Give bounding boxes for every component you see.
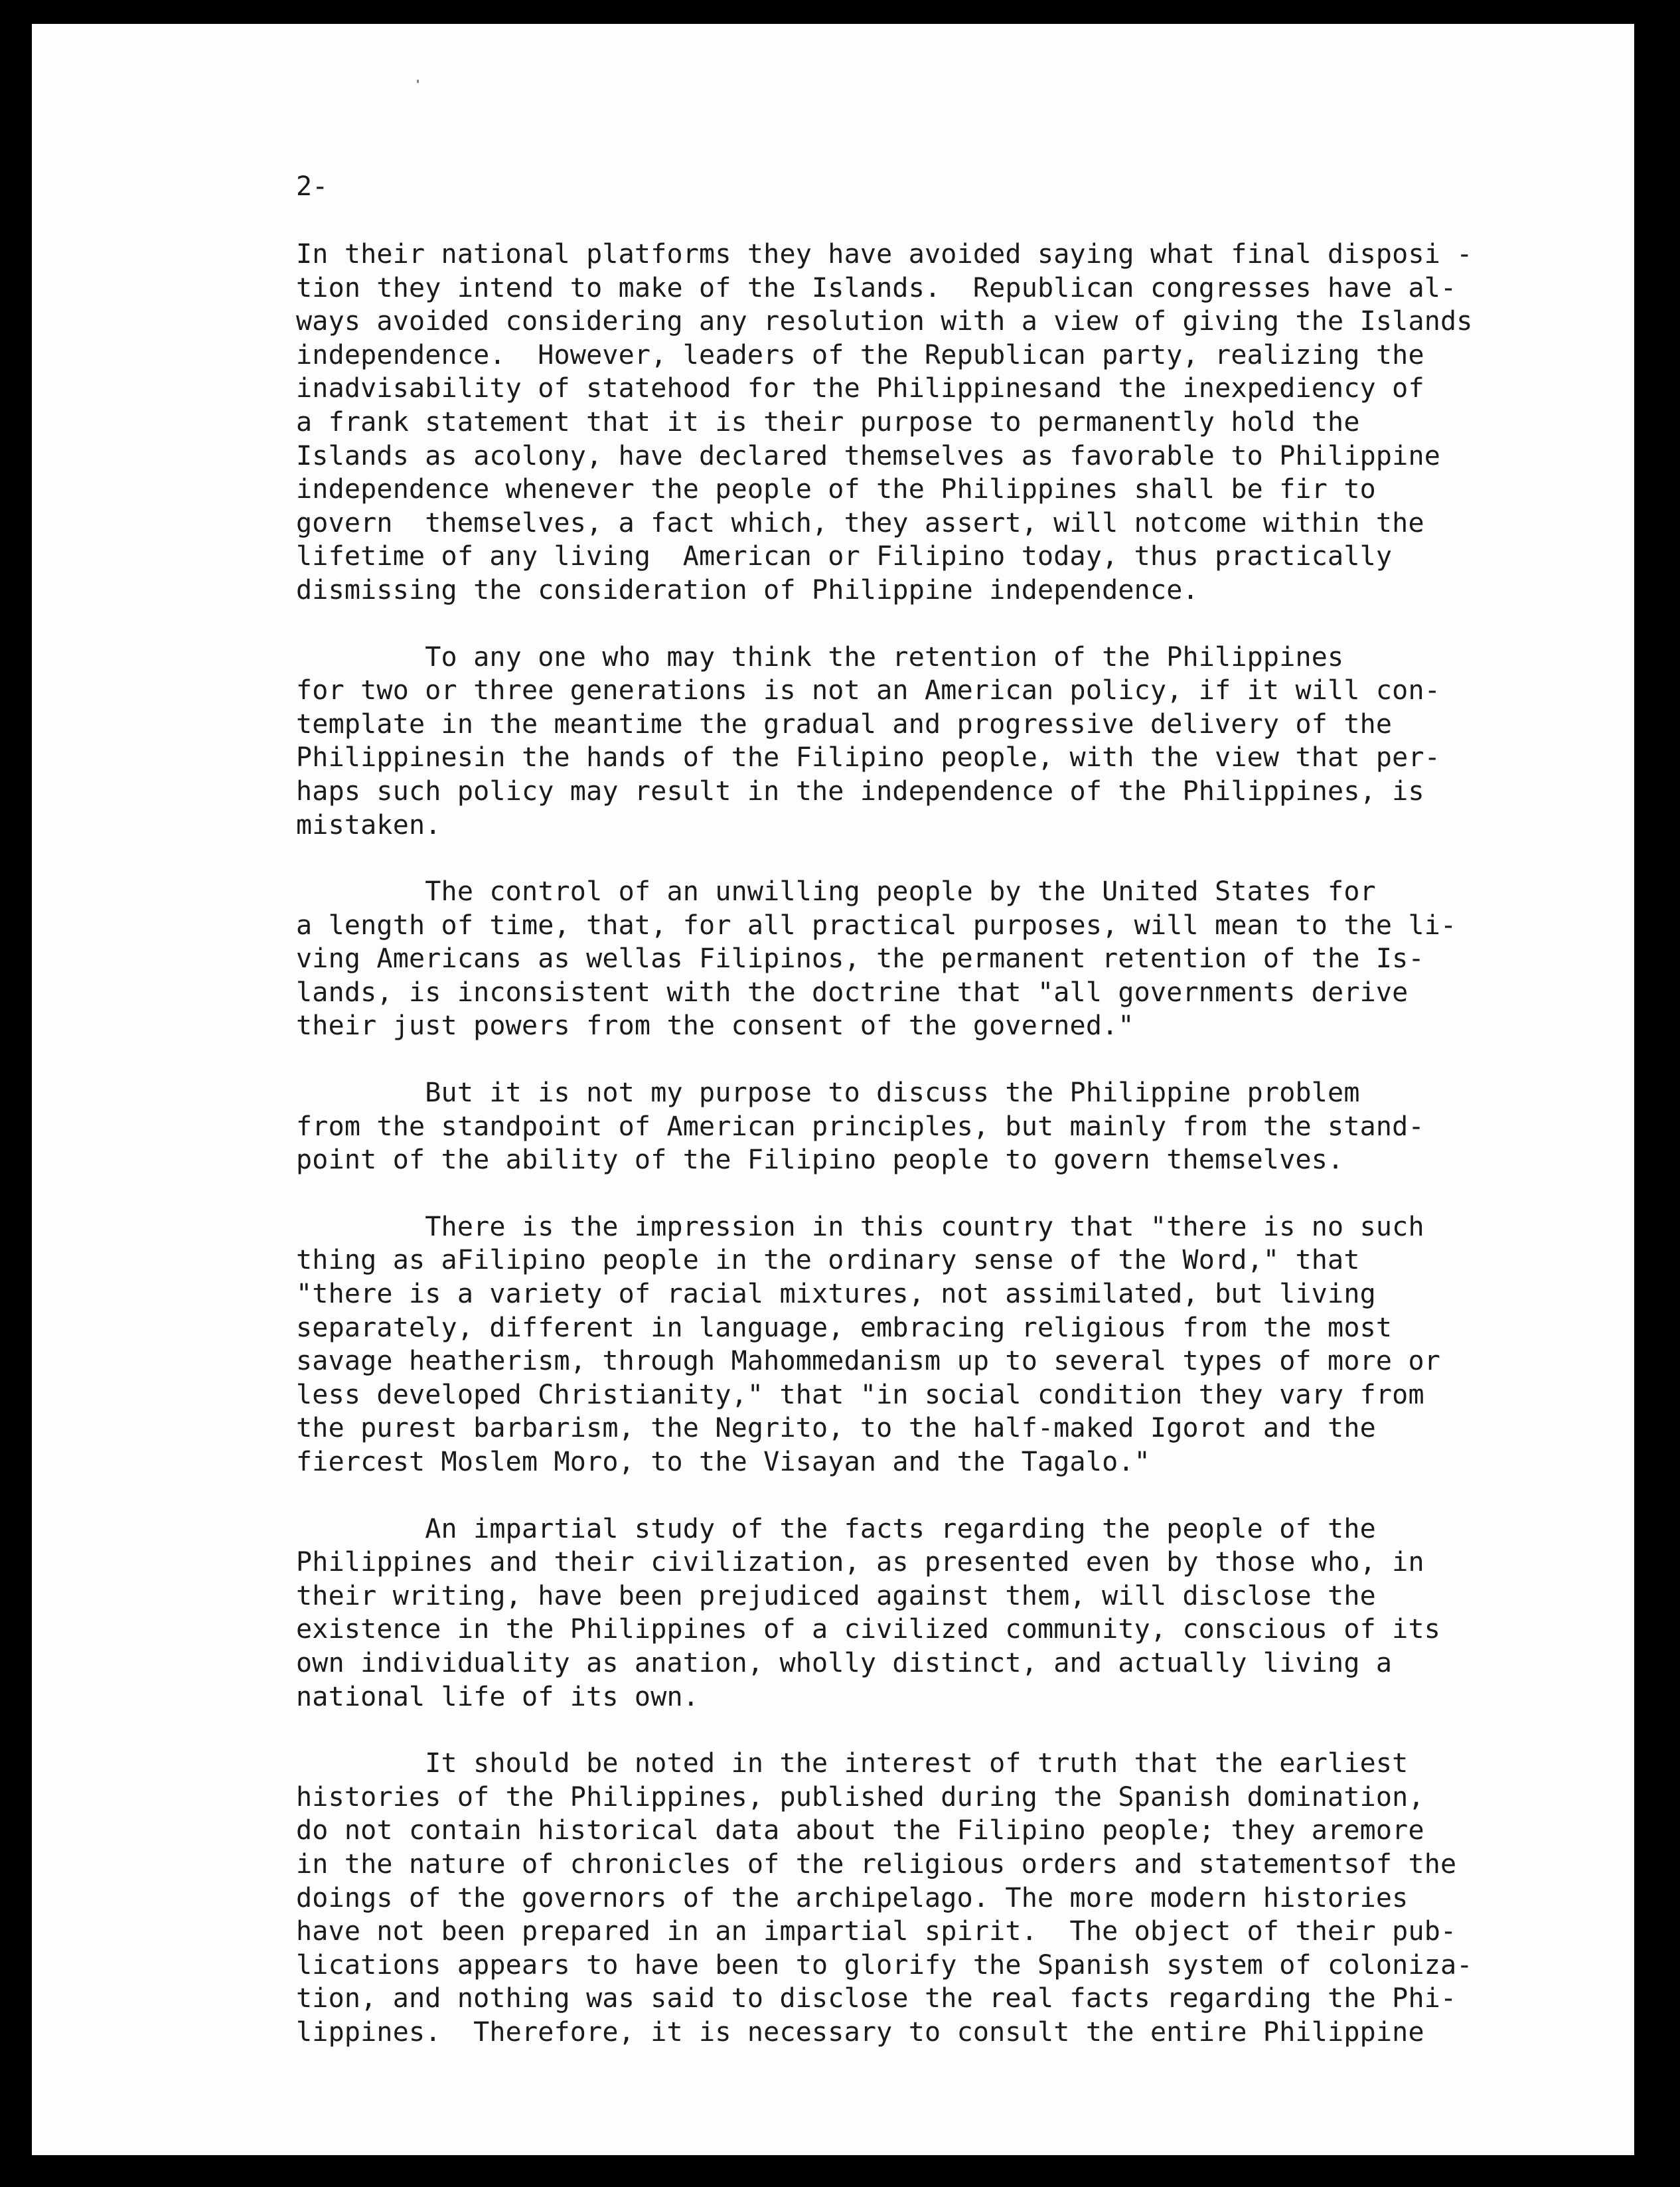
text-line: in the nature of chronicles of the religious orders and statementsof the	[296, 1848, 1457, 1880]
page-number: 2-	[296, 171, 329, 202]
text-line: less developed Christianity," that "in social condition they vary from	[296, 1379, 1424, 1410]
text-line: existence in the Philippines of a civilized community, conscious of its	[296, 1614, 1441, 1645]
text-line: national life of its own.	[296, 1681, 700, 1712]
text-line: mistaken.	[296, 809, 441, 841]
text-line: haps such policy may result in the independence of the Philippines, is	[296, 775, 1424, 807]
text-line: dismissing the consideration of Philippine independence.	[296, 574, 1199, 606]
text-line: from the standpoint of American principles, but mainly from the stand-	[296, 1111, 1424, 1142]
text-line: doings of the governors of the archipelago. The more modern histories	[296, 1882, 1409, 1913]
paragraph-7	[296, 1747, 1570, 2049]
text-line: lifetime of any living American or Filipino today, thus practically	[296, 541, 1393, 572]
text-line: lications appears to have been to glorify the Spanish system of coloniza-	[296, 1949, 1473, 1981]
text-line: govern themselves, a fact which, they assert, will notcome within the	[296, 507, 1424, 538]
text-line: There is the impression in this country that "there is no such	[296, 1211, 1424, 1242]
document-page	[32, 24, 1634, 2155]
paragraph-3	[296, 875, 1570, 1043]
text-line: a frank statement that it is their purpose to permanently hold the	[296, 406, 1360, 438]
text-line: for two or three generations is not an American policy, if it will con-	[296, 675, 1441, 706]
text-line: separately, different in language, embracing religious from the most	[296, 1312, 1393, 1343]
text-line: tion, and nothing was said to disclose the real facts regarding the Phi-	[296, 1983, 1457, 2014]
paragraph-6	[296, 1512, 1570, 1714]
text-line: histories of the Philippines, published during the Spanish domination,	[296, 1781, 1424, 1813]
text-line: In their national platforms they have avoided saying what final disposi -	[296, 239, 1473, 270]
text-line: "there is a variety of racial mixtures, not assimilated, but living	[296, 1279, 1376, 1310]
text-line: Islands as acolony, have declared themselves as favorable to Philippine	[296, 440, 1441, 471]
text-line: savage heatherism, through Mahommedanism up to several types of more or	[296, 1346, 1441, 1377]
text-line: It should be noted in the interest of truth that the earliest	[296, 1748, 1409, 1779]
text-line: The control of an unwilling people by the United States for	[296, 876, 1376, 908]
text-line: have not been prepared in an impartial spirit. The object of their pub-	[296, 1916, 1457, 1947]
page-speck	[417, 80, 419, 83]
paragraph-4	[296, 1076, 1570, 1177]
paragraph-5	[296, 1210, 1570, 1479]
text-line: tion they intend to make of the Islands. Republican congresses have al-	[296, 272, 1457, 303]
text-line: independence whenever the people of the Philippines shall be fir to	[296, 474, 1376, 505]
document-body	[296, 238, 1570, 2083]
text-line: lands, is inconsistent with the doctrine that "all governments derive	[296, 977, 1409, 1008]
paragraph-2	[296, 641, 1570, 843]
text-line: template in the meantime the gradual and progressive delivery of the	[296, 708, 1393, 740]
text-line: do not contain historical data about the Filipino people; they aremore	[296, 1815, 1424, 1846]
text-line: Philippinesin the hands of the Filipino people, with the view that per-	[296, 742, 1441, 773]
text-line: To any one who may think the retention of the Philippines	[296, 641, 1344, 673]
paragraph-1	[296, 238, 1570, 608]
text-line: their just powers from the consent of the governed."	[296, 1011, 1134, 1042]
text-line: own individuality as anation, wholly distinct, and actually living a	[296, 1647, 1393, 1678]
text-line: ways avoided considering any resolution with a view of giving the Islands	[296, 306, 1473, 337]
text-line: inadvisability of statehood for the Philippinesand the inexpediency of	[296, 373, 1424, 404]
text-line: their writing, have been prejudiced against them, will disclose the	[296, 1580, 1376, 1611]
text-line: independence. However, leaders of the Republican party, realizing the	[296, 339, 1424, 370]
text-line: ving Americans as wellas Filipinos, the permanent retention of the Is-	[296, 943, 1424, 975]
text-line: point of the ability of the Filipino people to govern themselves.	[296, 1145, 1344, 1176]
text-line: thing as aFilipino people in the ordinary sense of the Word," that	[296, 1245, 1360, 1276]
text-line: the purest barbarism, the Negrito, to the half-maked Igorot and the	[296, 1413, 1376, 1444]
text-line: fiercest Moslem Moro, to the Visayan and the Tagalo."	[296, 1447, 1150, 1477]
text-line: An impartial study of the facts regarding the people of the	[296, 1513, 1376, 1544]
text-line: Philippines and their civilization, as presented even by those who, in	[296, 1547, 1424, 1578]
text-line: But it is not my purpose to discuss the Philippine problem	[296, 1078, 1360, 1109]
text-line: a length of time, that, for all practical purposes, will mean to the li-	[296, 910, 1457, 941]
text-line: lippines. Therefore, it is necessary to consult the entire Philippine	[296, 2016, 1424, 2048]
